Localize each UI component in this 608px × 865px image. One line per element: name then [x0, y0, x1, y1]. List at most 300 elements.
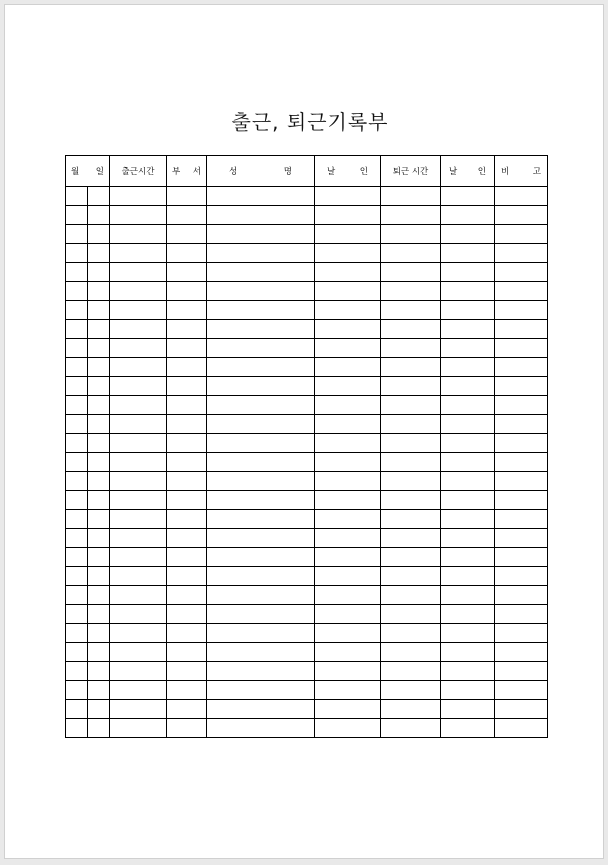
month-cell[interactable] [66, 415, 88, 434]
document-title: 출근, 퇴근기록부 [231, 110, 389, 134]
seal-arrival-cell[interactable] [315, 358, 381, 377]
day-cell[interactable] [88, 472, 110, 491]
seal-arrival-cell[interactable] [315, 453, 381, 472]
departure-time-cell[interactable] [381, 662, 441, 681]
table-row [66, 529, 548, 548]
header-seal-departure-label-2: 인 [477, 167, 486, 177]
arrival-time-cell[interactable] [110, 377, 167, 396]
name-cell[interactable] [207, 339, 315, 358]
remarks-cell[interactable] [495, 605, 548, 624]
seal-departure-cell[interactable] [441, 491, 495, 510]
remarks-cell[interactable] [495, 662, 548, 681]
month-cell[interactable] [66, 320, 88, 339]
departure-time-cell[interactable] [381, 567, 441, 586]
department-cell[interactable] [167, 548, 207, 567]
seal-departure-cell[interactable] [441, 282, 495, 301]
arrival-time-cell[interactable] [110, 320, 167, 339]
department-cell[interactable] [167, 244, 207, 263]
seal-arrival-cell[interactable] [315, 586, 381, 605]
month-cell[interactable] [66, 510, 88, 529]
arrival-time-cell[interactable] [110, 586, 167, 605]
name-cell[interactable] [207, 586, 315, 605]
departure-time-cell[interactable] [381, 244, 441, 263]
table-row [66, 719, 548, 738]
seal-arrival-cell[interactable] [315, 681, 381, 700]
remarks-cell[interactable] [495, 320, 548, 339]
arrival-time-cell[interactable] [110, 548, 167, 567]
seal-arrival-cell[interactable] [315, 510, 381, 529]
day-cell[interactable] [88, 510, 110, 529]
seal-arrival-cell[interactable] [315, 187, 381, 206]
seal-arrival-cell[interactable] [315, 206, 381, 225]
name-cell[interactable] [207, 434, 315, 453]
departure-time-cell[interactable] [381, 700, 441, 719]
seal-departure-cell[interactable] [441, 434, 495, 453]
remarks-cell[interactable] [495, 643, 548, 662]
table-row [66, 567, 548, 586]
month-cell[interactable] [66, 643, 88, 662]
departure-time-cell[interactable] [381, 719, 441, 738]
seal-departure-cell[interactable] [441, 339, 495, 358]
departure-time-cell[interactable] [381, 263, 441, 282]
seal-departure-cell[interactable] [441, 244, 495, 263]
seal-departure-cell[interactable] [441, 510, 495, 529]
seal-departure-cell[interactable] [441, 396, 495, 415]
seal-departure-cell[interactable] [441, 529, 495, 548]
seal-departure-cell[interactable] [441, 415, 495, 434]
departure-time-cell[interactable] [381, 491, 441, 510]
seal-departure-cell[interactable] [441, 358, 495, 377]
remarks-cell[interactable] [495, 263, 548, 282]
header-name-label-2: 명 [283, 167, 292, 177]
seal-arrival-cell[interactable] [315, 529, 381, 548]
month-cell[interactable] [66, 529, 88, 548]
seal-departure-cell[interactable] [441, 187, 495, 206]
name-cell[interactable] [207, 282, 315, 301]
month-cell[interactable] [66, 472, 88, 491]
name-cell[interactable] [207, 415, 315, 434]
department-cell[interactable] [167, 434, 207, 453]
remarks-cell[interactable] [495, 472, 548, 491]
month-cell[interactable] [66, 225, 88, 244]
header-seal-arrival [315, 156, 381, 187]
seal-departure-cell[interactable] [441, 681, 495, 700]
day-cell[interactable] [88, 396, 110, 415]
month-cell[interactable] [66, 624, 88, 643]
name-cell[interactable] [207, 320, 315, 339]
seal-departure-cell[interactable] [441, 624, 495, 643]
seal-arrival-cell[interactable] [315, 548, 381, 567]
department-cell[interactable] [167, 320, 207, 339]
seal-arrival-cell[interactable] [315, 624, 381, 643]
department-cell[interactable] [167, 700, 207, 719]
arrival-time-cell[interactable] [110, 567, 167, 586]
month-cell[interactable] [66, 187, 88, 206]
header-name [207, 156, 315, 187]
arrival-time-cell[interactable] [110, 263, 167, 282]
seal-arrival-cell[interactable] [315, 700, 381, 719]
departure-time-cell[interactable] [381, 377, 441, 396]
arrival-time-cell[interactable] [110, 605, 167, 624]
remarks-cell[interactable] [495, 282, 548, 301]
name-cell[interactable] [207, 206, 315, 225]
name-cell[interactable] [207, 548, 315, 567]
department-cell[interactable] [167, 187, 207, 206]
seal-arrival-cell[interactable] [315, 567, 381, 586]
remarks-cell[interactable] [495, 529, 548, 548]
remarks-cell[interactable] [495, 187, 548, 206]
department-cell[interactable] [167, 529, 207, 548]
departure-time-cell[interactable] [381, 472, 441, 491]
day-cell[interactable] [88, 434, 110, 453]
arrival-time-cell[interactable] [110, 453, 167, 472]
remarks-cell[interactable] [495, 396, 548, 415]
month-cell[interactable] [66, 491, 88, 510]
seal-arrival-cell[interactable] [315, 244, 381, 263]
seal-arrival-cell[interactable] [315, 301, 381, 320]
header-arrival-time-label: 출근시간 [121, 167, 155, 177]
seal-departure-cell[interactable] [441, 263, 495, 282]
attendance-table [65, 155, 548, 738]
arrival-time-cell[interactable] [110, 472, 167, 491]
day-cell[interactable] [88, 586, 110, 605]
name-cell[interactable] [207, 263, 315, 282]
seal-departure-cell[interactable] [441, 643, 495, 662]
seal-arrival-cell[interactable] [315, 643, 381, 662]
department-cell[interactable] [167, 225, 207, 244]
day-cell[interactable] [88, 662, 110, 681]
arrival-time-cell[interactable] [110, 529, 167, 548]
department-cell[interactable] [167, 263, 207, 282]
department-cell[interactable] [167, 339, 207, 358]
remarks-cell[interactable] [495, 567, 548, 586]
month-cell[interactable] [66, 263, 88, 282]
day-cell[interactable] [88, 643, 110, 662]
remarks-cell[interactable] [495, 548, 548, 567]
day-cell[interactable] [88, 567, 110, 586]
remarks-cell[interactable] [495, 225, 548, 244]
table-row [66, 301, 548, 320]
arrival-time-cell[interactable] [110, 624, 167, 643]
header-departure-time-label: 퇴근 시간 [392, 167, 429, 177]
day-cell[interactable] [88, 282, 110, 301]
seal-departure-cell[interactable] [441, 719, 495, 738]
name-cell[interactable] [207, 662, 315, 681]
remarks-cell[interactable] [495, 434, 548, 453]
department-cell[interactable] [167, 719, 207, 738]
header-seal-departure [441, 156, 495, 187]
name-cell[interactable] [207, 624, 315, 643]
departure-time-cell[interactable] [381, 605, 441, 624]
arrival-time-cell[interactable] [110, 415, 167, 434]
month-cell[interactable] [66, 282, 88, 301]
day-cell[interactable] [88, 377, 110, 396]
day-cell[interactable] [88, 244, 110, 263]
seal-arrival-cell[interactable] [315, 282, 381, 301]
departure-time-cell[interactable] [381, 396, 441, 415]
remarks-cell[interactable] [495, 358, 548, 377]
remarks-cell[interactable] [495, 206, 548, 225]
day-cell[interactable] [88, 225, 110, 244]
seal-departure-cell[interactable] [441, 662, 495, 681]
name-cell[interactable] [207, 187, 315, 206]
day-cell[interactable] [88, 453, 110, 472]
seal-arrival-cell[interactable] [315, 396, 381, 415]
arrival-time-cell[interactable] [110, 206, 167, 225]
table-row [66, 605, 548, 624]
name-cell[interactable] [207, 719, 315, 738]
header-remarks-label-2: 고 [532, 167, 541, 177]
seal-departure-cell[interactable] [441, 586, 495, 605]
name-cell[interactable] [207, 605, 315, 624]
departure-time-cell[interactable] [381, 415, 441, 434]
departure-time-cell[interactable] [381, 358, 441, 377]
arrival-time-cell[interactable] [110, 358, 167, 377]
month-cell[interactable] [66, 453, 88, 472]
name-cell[interactable] [207, 643, 315, 662]
name-cell[interactable] [207, 472, 315, 491]
month-cell[interactable] [66, 434, 88, 453]
seal-departure-cell[interactable] [441, 453, 495, 472]
table-row [66, 643, 548, 662]
departure-time-cell[interactable] [381, 206, 441, 225]
name-cell[interactable] [207, 681, 315, 700]
month-cell[interactable] [66, 681, 88, 700]
remarks-cell[interactable] [495, 624, 548, 643]
arrival-time-cell[interactable] [110, 301, 167, 320]
day-cell[interactable] [88, 700, 110, 719]
day-cell[interactable] [88, 358, 110, 377]
remarks-cell[interactable] [495, 510, 548, 529]
department-cell[interactable] [167, 472, 207, 491]
seal-departure-cell[interactable] [441, 206, 495, 225]
table-row [66, 225, 548, 244]
department-cell[interactable] [167, 624, 207, 643]
seal-departure-cell[interactable] [441, 567, 495, 586]
name-cell[interactable] [207, 567, 315, 586]
department-cell[interactable] [167, 567, 207, 586]
arrival-time-cell[interactable] [110, 681, 167, 700]
departure-time-cell[interactable] [381, 282, 441, 301]
remarks-cell[interactable] [495, 681, 548, 700]
header-remarks [495, 156, 548, 187]
month-cell[interactable] [66, 301, 88, 320]
header-remarks-label-1: 비 [501, 167, 510, 177]
arrival-time-cell[interactable] [110, 225, 167, 244]
department-cell[interactable] [167, 415, 207, 434]
departure-time-cell[interactable] [381, 187, 441, 206]
remarks-cell[interactable] [495, 453, 548, 472]
table-row [66, 700, 548, 719]
department-cell[interactable] [167, 206, 207, 225]
name-cell[interactable] [207, 491, 315, 510]
header-month-day [66, 156, 110, 187]
remarks-cell[interactable] [495, 415, 548, 434]
day-cell[interactable] [88, 187, 110, 206]
header-department-label-2: 서 [192, 167, 201, 177]
table-row [66, 187, 548, 206]
departure-time-cell[interactable] [381, 624, 441, 643]
seal-arrival-cell[interactable] [315, 263, 381, 282]
header-department [167, 156, 207, 187]
day-cell[interactable] [88, 415, 110, 434]
day-cell[interactable] [88, 605, 110, 624]
table-row [66, 586, 548, 605]
day-cell[interactable] [88, 624, 110, 643]
table-row [66, 263, 548, 282]
department-cell[interactable] [167, 491, 207, 510]
department-cell[interactable] [167, 358, 207, 377]
seal-arrival-cell[interactable] [315, 434, 381, 453]
day-cell[interactable] [88, 320, 110, 339]
table-row [66, 244, 548, 263]
month-cell[interactable] [66, 700, 88, 719]
departure-time-cell[interactable] [381, 225, 441, 244]
arrival-time-cell[interactable] [110, 339, 167, 358]
arrival-time-cell[interactable] [110, 510, 167, 529]
department-cell[interactable] [167, 453, 207, 472]
seal-departure-cell[interactable] [441, 605, 495, 624]
header-seal-arrival-label-2: 인 [359, 167, 368, 177]
table-header-row [66, 156, 548, 187]
seal-arrival-cell[interactable] [315, 415, 381, 434]
day-cell[interactable] [88, 263, 110, 282]
arrival-time-cell[interactable] [110, 396, 167, 415]
remarks-cell[interactable] [495, 377, 548, 396]
month-cell[interactable] [66, 206, 88, 225]
arrival-time-cell[interactable] [110, 282, 167, 301]
arrival-time-cell[interactable] [110, 244, 167, 263]
departure-time-cell[interactable] [381, 586, 441, 605]
seal-departure-cell[interactable] [441, 301, 495, 320]
departure-time-cell[interactable] [381, 434, 441, 453]
department-cell[interactable] [167, 681, 207, 700]
day-cell[interactable] [88, 206, 110, 225]
name-cell[interactable] [207, 453, 315, 472]
department-cell[interactable] [167, 282, 207, 301]
name-cell[interactable] [207, 358, 315, 377]
remarks-cell[interactable] [495, 491, 548, 510]
department-cell[interactable] [167, 301, 207, 320]
seal-arrival-cell[interactable] [315, 320, 381, 339]
arrival-time-cell[interactable] [110, 187, 167, 206]
month-cell[interactable] [66, 567, 88, 586]
month-cell[interactable] [66, 358, 88, 377]
seal-arrival-cell[interactable] [315, 491, 381, 510]
month-cell[interactable] [66, 586, 88, 605]
seal-departure-cell[interactable] [441, 225, 495, 244]
month-cell[interactable] [66, 377, 88, 396]
departure-time-cell[interactable] [381, 339, 441, 358]
day-cell[interactable] [88, 719, 110, 738]
header-name-label-1: 성 [229, 167, 238, 177]
day-cell[interactable] [88, 301, 110, 320]
table-row [66, 491, 548, 510]
arrival-time-cell[interactable] [110, 662, 167, 681]
table-row [66, 339, 548, 358]
department-cell[interactable] [167, 662, 207, 681]
seal-arrival-cell[interactable] [315, 225, 381, 244]
department-cell[interactable] [167, 510, 207, 529]
department-cell[interactable] [167, 586, 207, 605]
seal-departure-cell[interactable] [441, 472, 495, 491]
department-cell[interactable] [167, 377, 207, 396]
month-cell[interactable] [66, 339, 88, 358]
header-month-label: 월 [71, 167, 80, 177]
seal-arrival-cell[interactable] [315, 472, 381, 491]
department-cell[interactable] [167, 396, 207, 415]
seal-arrival-cell[interactable] [315, 662, 381, 681]
document-page [4, 4, 604, 859]
seal-arrival-cell[interactable] [315, 605, 381, 624]
arrival-time-cell[interactable] [110, 700, 167, 719]
remarks-cell[interactable] [495, 339, 548, 358]
remarks-cell[interactable] [495, 719, 548, 738]
departure-time-cell[interactable] [381, 453, 441, 472]
month-cell[interactable] [66, 719, 88, 738]
departure-time-cell[interactable] [381, 548, 441, 567]
day-cell[interactable] [88, 548, 110, 567]
department-cell[interactable] [167, 643, 207, 662]
name-cell[interactable] [207, 700, 315, 719]
seal-departure-cell[interactable] [441, 377, 495, 396]
month-cell[interactable] [66, 548, 88, 567]
seal-departure-cell[interactable] [441, 700, 495, 719]
name-cell[interactable] [207, 225, 315, 244]
seal-departure-cell[interactable] [441, 548, 495, 567]
departure-time-cell[interactable] [381, 320, 441, 339]
name-cell[interactable] [207, 377, 315, 396]
remarks-cell[interactable] [495, 586, 548, 605]
arrival-time-cell[interactable] [110, 719, 167, 738]
day-cell[interactable] [88, 491, 110, 510]
month-cell[interactable] [66, 396, 88, 415]
table-row [66, 681, 548, 700]
departure-time-cell[interactable] [381, 681, 441, 700]
day-cell[interactable] [88, 529, 110, 548]
name-cell[interactable] [207, 301, 315, 320]
departure-time-cell[interactable] [381, 301, 441, 320]
department-cell[interactable] [167, 605, 207, 624]
table-row [66, 453, 548, 472]
seal-arrival-cell[interactable] [315, 339, 381, 358]
name-cell[interactable] [207, 244, 315, 263]
seal-arrival-cell[interactable] [315, 719, 381, 738]
name-cell[interactable] [207, 510, 315, 529]
departure-time-cell[interactable] [381, 643, 441, 662]
remarks-cell[interactable] [495, 700, 548, 719]
arrival-time-cell[interactable] [110, 491, 167, 510]
month-cell[interactable] [66, 605, 88, 624]
arrival-time-cell[interactable] [110, 643, 167, 662]
table-row [66, 472, 548, 491]
departure-time-cell[interactable] [381, 529, 441, 548]
departure-time-cell[interactable] [381, 510, 441, 529]
month-cell[interactable] [66, 244, 88, 263]
remarks-cell[interactable] [495, 301, 548, 320]
table-row [66, 624, 548, 643]
name-cell[interactable] [207, 396, 315, 415]
month-cell[interactable] [66, 662, 88, 681]
seal-departure-cell[interactable] [441, 320, 495, 339]
arrival-time-cell[interactable] [110, 434, 167, 453]
remarks-cell[interactable] [495, 244, 548, 263]
seal-arrival-cell[interactable] [315, 377, 381, 396]
table-row [66, 358, 548, 377]
day-cell[interactable] [88, 681, 110, 700]
day-cell[interactable] [88, 339, 110, 358]
name-cell[interactable] [207, 529, 315, 548]
